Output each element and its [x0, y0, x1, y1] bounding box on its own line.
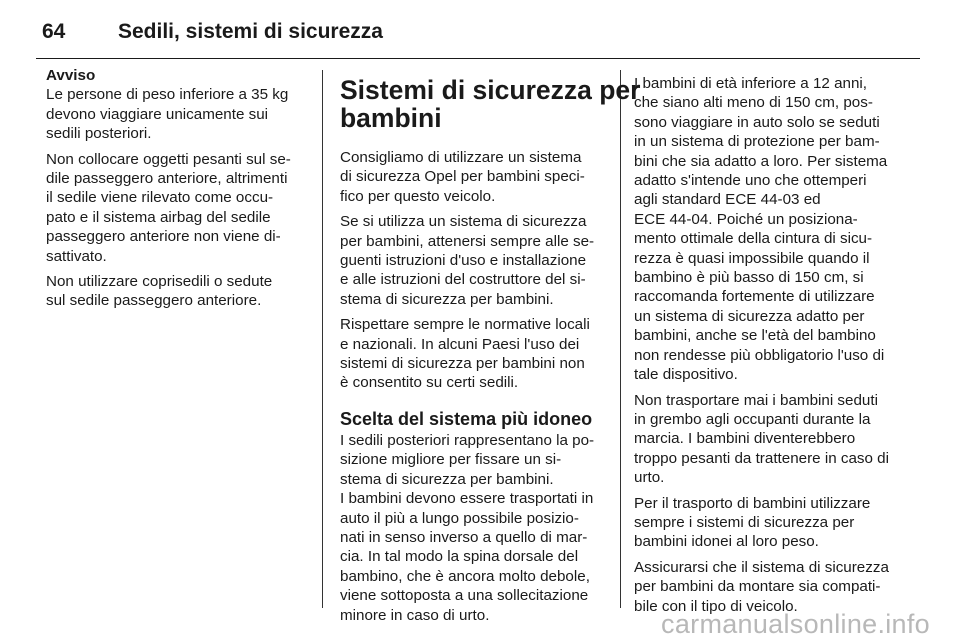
paragraph	[634, 558, 904, 616]
text-line: Consigliamo di utilizzare un sistema	[340, 149, 582, 166]
page-number: 64	[42, 20, 66, 43]
text-line: Le persone di peso inferiore a 35 kg	[46, 86, 289, 104]
text-line: per bambini, attenersi sempre alle se-	[340, 232, 595, 250]
paragraph	[46, 85, 306, 143]
text-line: di sicurezza Opel per bambini speci-	[340, 168, 585, 186]
text-line: nati in senso inverso a quello di mar-	[340, 528, 588, 546]
text-line: I bambini devono essere trasportati in	[340, 490, 594, 508]
paragraph	[340, 212, 605, 309]
text-line: raccomanda fortemente di utilizzare	[634, 288, 875, 306]
section-heading	[340, 75, 641, 133]
heading-line: bambini	[340, 103, 442, 133]
text-line: fico per questo veicolo.	[340, 187, 496, 205]
text-line: troppo pesanti da trattenere in caso di	[634, 449, 889, 467]
text-line: bambino, che è ancora molto debole,	[340, 567, 590, 585]
text-line: non rendesse più obbligatorio l'uso di	[634, 346, 885, 364]
text-line: il sedile viene rilevato come occu-	[46, 189, 274, 207]
text-line: Se si utilizza un sistema di sicurezza	[340, 213, 587, 231]
text-line: mento ottimale della cintura di sicu-	[634, 230, 873, 248]
column-divider	[620, 70, 621, 608]
text-line: auto il più a lungo possibile posizio-	[340, 509, 579, 527]
text-line: marcia. I bambini diventerebbero	[634, 430, 856, 448]
text-line: Non trasportare mai i bambini seduti	[634, 391, 878, 409]
paragraph	[46, 150, 306, 266]
column-2	[340, 66, 641, 631]
text-line: Per il trasporto di bambini utilizzare	[634, 494, 871, 512]
text-line: I bambini di età inferiore a 12 anni,	[634, 75, 868, 92]
text-line: bambini, anche se l'età del bambino	[634, 327, 876, 345]
text-line: per bambini da montare sia compati-	[634, 578, 881, 596]
column-3	[634, 74, 904, 622]
text-line: dile passeggero anteriore, altrimenti	[46, 170, 288, 188]
text-line: pato e il sistema airbag del sedile	[46, 208, 271, 226]
text-line: stema di sicurezza per bambini.	[340, 470, 554, 488]
text-line: sedili posteriori.	[46, 125, 152, 143]
text-line: sistemi di sicurezza per bambini non	[340, 355, 585, 373]
text-line: stema di sicurezza per bambini.	[340, 290, 554, 308]
column-divider	[322, 70, 323, 608]
text-line: un sistema di sicurezza adatto per	[634, 307, 865, 325]
text-line: sono viaggiare in auto solo se seduti	[634, 113, 880, 131]
text-line: bambino è più basso di 150 cm, si	[634, 269, 864, 287]
text-line: bambini idonei al loro peso.	[634, 533, 819, 551]
text-line: tale dispositivo.	[634, 366, 738, 384]
text-line: urto.	[634, 469, 665, 487]
text-line: Non utilizzare coprisedili o sedute	[46, 273, 273, 291]
column-1	[46, 66, 306, 317]
text-line: e alle istruzioni del costruttore del si-	[340, 271, 586, 289]
text-line: devono viaggiare unicamente sui	[46, 105, 269, 123]
watermark: carmanualsonline.info	[661, 609, 930, 639]
text-line: minore in caso di urto.	[340, 606, 490, 624]
text-line: rezza è quasi impossibile quando il	[634, 249, 870, 267]
text-line: Rispettare sempre le normative locali	[340, 316, 590, 334]
text-line: è consentito su certi sedili.	[340, 374, 519, 392]
paragraph	[340, 148, 605, 206]
text-line: passeggero anteriore non viene di-	[46, 228, 281, 246]
text-line: bile con il tipo di veicolo.	[634, 597, 798, 615]
text-line: che siano alti meno di 150 cm, pos-	[634, 94, 873, 112]
paragraph	[634, 391, 904, 488]
text-line: in un sistema di protezione per bam-	[634, 133, 880, 151]
text-line: sul sedile passeggero anteriore.	[46, 292, 262, 310]
notice-title: Avviso	[46, 67, 96, 84]
paragraph	[46, 272, 306, 311]
text-line: Non collocare oggetti pesanti sul se-	[46, 150, 291, 168]
text-line: adatto s'intende uno che ottemperi	[634, 172, 867, 190]
text-line: Assicurarsi che il sistema di sicurezza	[634, 558, 889, 576]
text-line: cia. In tal modo la spina dorsale del	[340, 548, 579, 566]
paragraph	[634, 74, 904, 385]
text-line: ECE 44-04. Poiché un posiziona-	[634, 210, 858, 228]
text-line: viene sottoposta a una sollecitazione	[340, 587, 589, 605]
paragraph	[340, 315, 605, 393]
text-line: I sedili posteriori rappresentano la po-	[340, 431, 595, 449]
subsection-heading: Scelta del sistema più idoneo	[340, 408, 593, 429]
paragraph	[634, 494, 904, 552]
text-line: sempre i sistemi di sicurezza per	[634, 513, 855, 531]
paragraph	[340, 431, 605, 625]
text-line: agli standard ECE 44-03 ed	[634, 191, 821, 209]
text-line: guenti istruzioni d'uso e installazione	[340, 252, 587, 270]
text-line: bini che sia adatto a loro. Per sistema	[634, 152, 888, 170]
page-header	[36, 14, 920, 59]
page-title: Sedili, sistemi di sicurezza	[118, 20, 383, 43]
text-line: sizione migliore per fissare un si-	[340, 451, 562, 469]
text-line: e nazionali. In alcuni Paesi l'uso dei	[340, 335, 580, 353]
heading-line: Sistemi di sicurezza per	[340, 75, 641, 105]
text-line: sattivato.	[46, 247, 107, 265]
text-line: in grembo agli occupanti durante la	[634, 410, 871, 428]
